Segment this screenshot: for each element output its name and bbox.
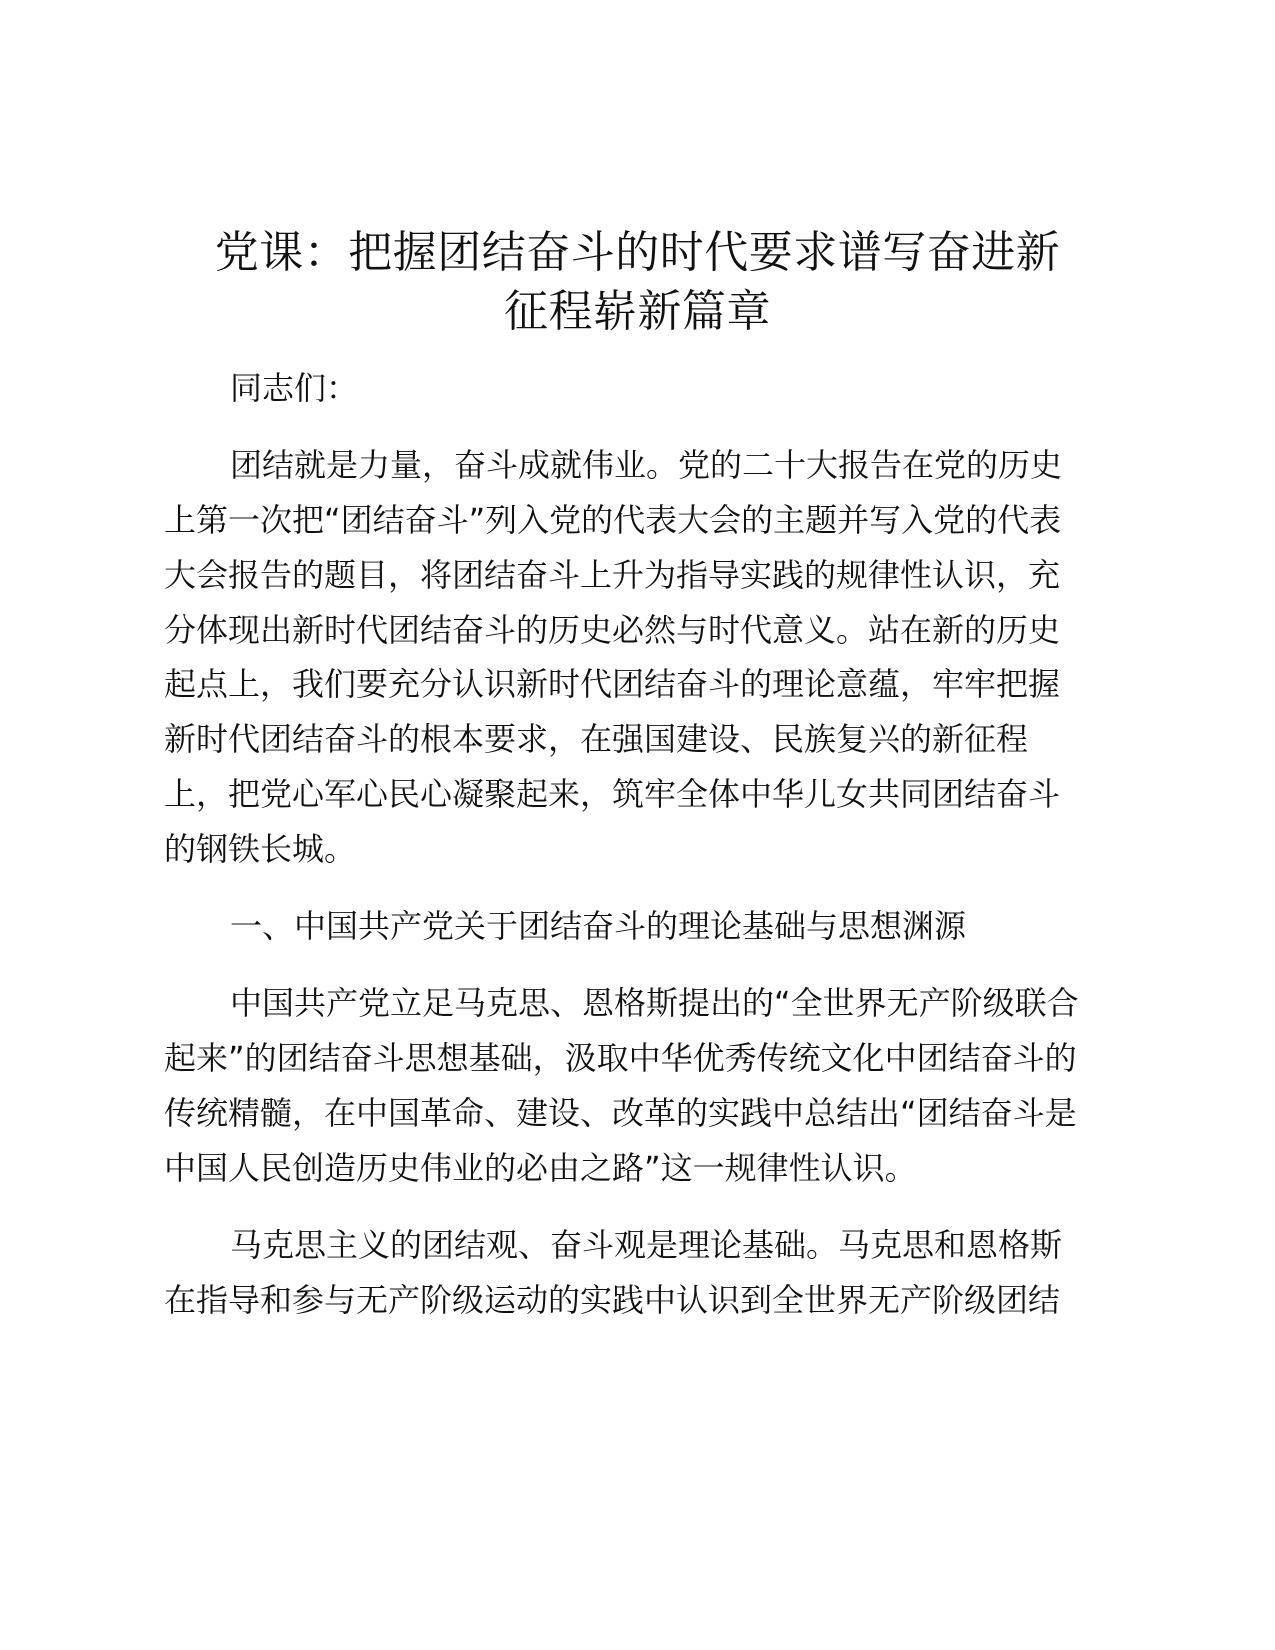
paragraph-1-line: 的钢铁长城。 [164, 830, 357, 868]
paragraph-1-line: 新时代团结奋斗的根本要求，在强国建设、民族复兴的新征程 [164, 720, 1029, 758]
paragraph-2-line: 传统精髓，在中国革命、建设、改革的实践中总结出“团结奋斗是 [164, 1094, 1077, 1132]
document-title-line-2: 征程崭新篇章 [504, 286, 771, 337]
paragraph-1-line: 分体现出新时代团结奋斗的历史必然与时代意义。站在新的历史 [164, 611, 1061, 649]
paragraph-1-line: 大会报告的题目，将团结奋斗上升为指导实践的规律性认识，充 [164, 556, 1061, 594]
paragraph-1-line: 上，把党心军心民心凝聚起来，筑牢全体中华儿女共同团结奋斗 [164, 775, 1061, 813]
salutation: 同志们： [230, 369, 359, 407]
paragraph-2-line: 中国人民创造历史伟业的必由之路”这一规律性认识。 [164, 1149, 917, 1187]
paragraph-3-line: 在指导和参与无产阶级运动的实践中认识到全世界无产阶级团结 [164, 1281, 1061, 1319]
paragraph-2-line: 中国共产党立足马克思、恩格斯提出的“全世界无产阶级联合 [230, 984, 1079, 1022]
section-heading: 一、中国共产党关于团结奋斗的理论基础与思想渊源 [230, 907, 967, 945]
document-title-line-1: 党课：把握团结奋斗的时代要求谱写奋进新 [214, 227, 1061, 278]
paragraph-1-line: 上第一次把“团结奋斗”列入党的代表大会的主题并写入党的代表 [164, 501, 1062, 539]
paragraph-2-line: 起来”的团结奋斗思想基础，汲取中华优秀传统文化中团结奋斗的 [164, 1039, 1077, 1077]
paragraph-1-line: 团结就是力量，奋斗成就伟业。党的二十大报告在党的历史 [230, 446, 1063, 484]
paragraph-3-line: 马克思主义的团结观、奋斗观是理论基础。马克思和恩格斯 [230, 1226, 1063, 1264]
paragraph-1-line: 起点上，我们要充分认识新时代团结奋斗的理论意蕴，牢牢把握 [164, 665, 1061, 703]
